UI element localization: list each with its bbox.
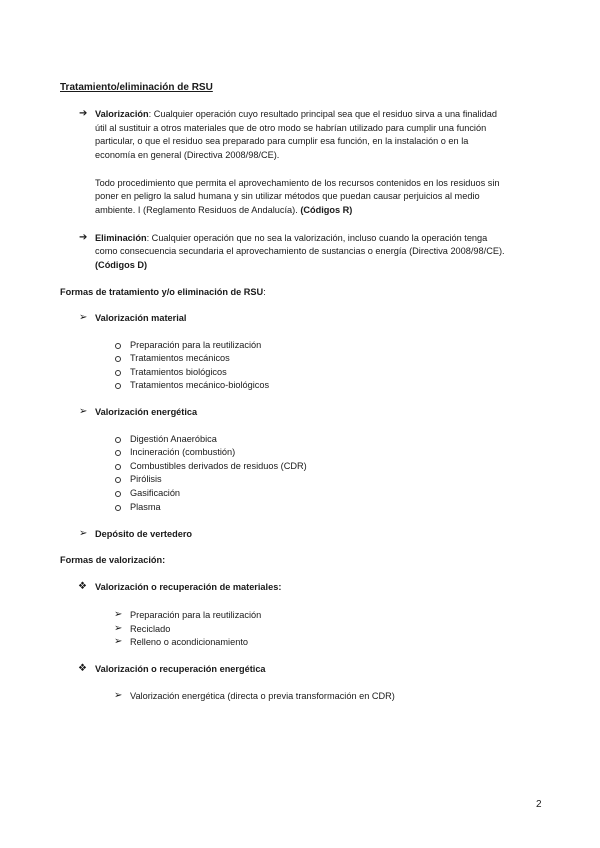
para2-line-3 xyxy=(95,204,352,218)
heading-text: Formas de tratamiento y/o eliminación de RSU xyxy=(60,287,264,297)
list-item: Pirólisis xyxy=(130,474,162,484)
arrowhead-bullet-icon: ➢ xyxy=(114,690,123,701)
group-recuperacion-energetica: Valorización o recuperación energética xyxy=(95,664,266,674)
group-recuperacion-materiales: Valorización o recuperación de materiales: xyxy=(95,582,282,592)
circle-bullet-icon xyxy=(115,383,121,389)
circle-bullet-icon xyxy=(115,491,121,497)
list-item: Reciclado xyxy=(130,624,171,634)
para2-line-1: Todo procedimiento que permita el aprovechamiento de los recursos contenidos en los residuos sin xyxy=(95,178,500,188)
arrowhead-bullet-icon: ➢ xyxy=(79,528,88,539)
text: : Cualquier operación cuyo resultado principal sea que el residuo sirva a una finalidad xyxy=(148,109,497,119)
list-item: Preparación para la reutilización xyxy=(130,340,262,350)
codes-d: (Códigos D) xyxy=(95,260,148,270)
arrow-bullet-icon: ➔ xyxy=(79,232,88,243)
circle-bullet-icon xyxy=(115,477,121,483)
text: : Cualquier operación que no sea la valorización, incluso cuando la operación tenga xyxy=(146,233,488,243)
list-item: Combustibles derivados de residuos (CDR) xyxy=(130,461,307,471)
colon: : xyxy=(263,287,266,297)
list-item: Preparación para la reutilización xyxy=(130,610,262,620)
list-item: Tratamientos mecánico-biológicos xyxy=(130,380,270,390)
valorizacion-line-1 xyxy=(95,108,497,122)
circle-bullet-icon xyxy=(115,450,121,456)
arrow-bullet-icon: ➔ xyxy=(79,108,88,119)
diamond-bullet-icon: ❖ xyxy=(78,663,87,674)
page-number: 2 xyxy=(536,799,542,810)
valorizacion-line-3: particular, o que el residuo sea preparado para cumplir esa función, en la instalación o en la xyxy=(95,136,469,146)
list-item: Relleno o acondicionamiento xyxy=(130,637,248,647)
valorizacion-term: Valorización xyxy=(95,109,149,119)
eliminacion-line-2: como consecuencia secundaria el aprovechamiento de sustancias o energía (Directiva 2008/98/CE). xyxy=(95,246,505,256)
arrowhead-bullet-icon: ➢ xyxy=(114,623,123,634)
group-valorizacion-energetica: Valorización energética xyxy=(95,407,198,417)
list-item: Tratamientos biológicos xyxy=(130,367,227,377)
arrowhead-bullet-icon: ➢ xyxy=(114,636,123,647)
circle-bullet-icon xyxy=(115,505,121,511)
codes-r: (Códigos R) xyxy=(300,205,353,215)
section-title: Tratamiento/eliminación de RSU xyxy=(60,82,213,93)
list-item: Digestión Anaeróbica xyxy=(130,434,217,444)
para2-line-2: poner en peligro la salud humana y sin utilizar métodos que puedan causar perjuicios al medio xyxy=(95,191,480,201)
group-deposito-vertedero: Depósito de vertedero xyxy=(95,529,193,539)
circle-bullet-icon xyxy=(115,370,121,376)
list-item: Gasificación xyxy=(130,488,181,498)
arrowhead-bullet-icon: ➢ xyxy=(79,312,88,323)
text: ambiente. I (Reglamento Residuos de Andalucía). xyxy=(95,205,301,215)
circle-bullet-icon xyxy=(115,356,121,362)
circle-bullet-icon xyxy=(115,343,121,349)
arrowhead-bullet-icon: ➢ xyxy=(79,406,88,417)
group-valorizacion-material: Valorización material xyxy=(95,313,187,323)
list-item: Plasma xyxy=(130,502,161,512)
formas-tratamiento-heading xyxy=(60,286,266,300)
circle-bullet-icon xyxy=(115,437,121,443)
eliminacion-line-1 xyxy=(95,232,487,246)
list-item: Tratamientos mecánicos xyxy=(130,353,230,363)
arrowhead-bullet-icon: ➢ xyxy=(114,609,123,620)
formas-valorizacion-heading: Formas de valorización: xyxy=(60,555,166,565)
circle-bullet-icon xyxy=(115,464,121,470)
eliminacion-term: Eliminación xyxy=(95,233,147,243)
diamond-bullet-icon: ❖ xyxy=(78,581,87,592)
valorizacion-line-2: útil al sustituir a otros materiales que de otro modo se habrían utilizado para cumplir una función xyxy=(95,123,487,133)
list-item: Incineración (combustión) xyxy=(130,447,236,457)
valorizacion-line-4: economía en general (Directiva 2008/98/CE). xyxy=(95,150,280,160)
list-item: Valorización energética (directa o previa transformación en CDR) xyxy=(130,691,395,701)
